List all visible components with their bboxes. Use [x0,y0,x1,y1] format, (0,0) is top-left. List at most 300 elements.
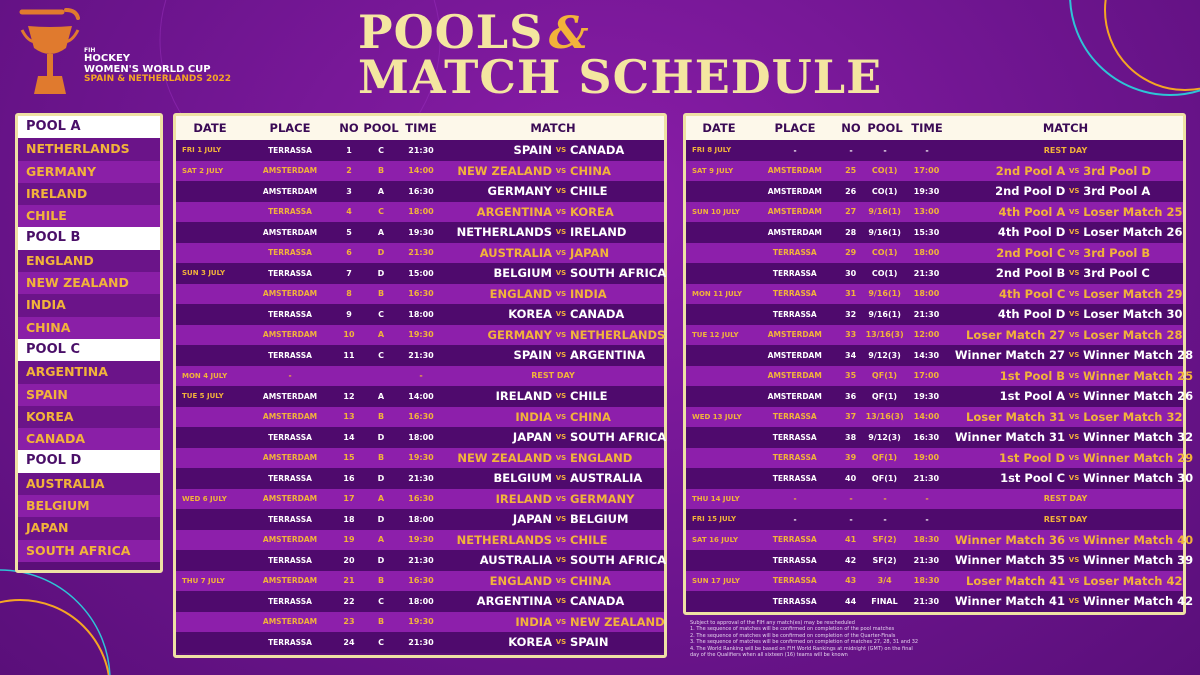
cell-no: 12 [343,391,355,401]
pool-team: JAPAN [18,517,160,539]
cell-no: 37 [845,412,857,422]
cell-date: SAT 2 JULY [182,166,224,175]
footnote-line: 3. The sequence of matches will be confirmed on completion of matches 27, 28, 31 and 32 [690,639,919,646]
table-row [686,489,1183,510]
cell-time: 14:30 [913,350,940,360]
pool-team: INDIA [18,294,160,316]
pool-team: CANADA [18,428,160,450]
header-match: MATCH [530,121,576,135]
cell-home-team: ARGENTINA [476,204,552,219]
cell-home-team: 2nd Pool C [996,245,1066,260]
table-row [176,304,664,325]
pool-team: BELGIUM [18,495,160,517]
cell-date: SUN 17 JULY [692,576,740,585]
cell-no: 36 [845,391,857,401]
cell-vs: VS [1068,556,1080,565]
cell-place: TERRASSA [268,309,312,319]
cell-rest-day: REST DAY [1043,145,1088,155]
cell-away-team: Loser Match 26 [1083,225,1183,240]
brand-line-hockey: HOCKEY [84,53,131,65]
cell-pool: 13/16(3) [865,330,904,340]
cell-home-team: Winner Match 35 [954,553,1066,568]
cell-time: 18:00 [408,514,434,524]
tournament-brand [84,48,231,85]
table-row [176,345,664,366]
table-row [176,243,664,264]
cell-pool: C [378,596,384,606]
cell-pool: A [377,330,385,340]
cell-home-team: KOREA [508,307,552,322]
cell-pool: SF(2) [872,555,897,565]
cell-date: WED 13 JULY [692,412,742,421]
cell-vs: VS [555,515,567,524]
cell-away-team: Loser Match 32 [1083,409,1183,424]
cell-pool: D [377,555,385,565]
cell-away-team: Winner Match 26 [1083,389,1194,404]
cell-away-team: SOUTH AFRICA [570,553,667,568]
cell-date: MON 4 JULY [182,371,228,380]
cell-place: TERRASSA [772,535,817,545]
cell-time: 19:30 [408,535,434,545]
cell-pool: C [378,350,384,360]
cell-no: - [849,145,853,155]
cell-time: 19:30 [408,227,434,237]
cell-home-team: 2nd Pool B [995,266,1066,281]
table-row [686,140,1183,161]
footnote-line: 1. The sequence of matches will be confirmed on completion of the pool matches [690,626,895,633]
cell-pool: CO(1) [871,186,898,196]
cell-away-team: CHINA [570,573,611,588]
cell-home-team: SPAIN [513,143,552,158]
cell-home-team: NETHERLANDS [456,532,552,547]
cell-away-team: 3rd Pool B [1083,245,1151,260]
cell-no: 8 [346,289,352,299]
cell-no: 30 [845,268,857,278]
cell-vs: VS [555,556,567,565]
cell-time: 21:30 [408,473,434,483]
cell-home-team: KOREA [508,635,552,650]
cell-away-team: SOUTH AFRICA [570,266,667,281]
cell-home-team: 2nd Pool D [995,184,1066,199]
cell-no: 18 [343,514,355,524]
table-row [176,202,664,223]
cell-away-team: NEW ZEALAND [570,614,665,629]
table-row [686,345,1194,366]
cell-home-team: 1st Pool A [999,389,1066,404]
cell-place: TERRASSA [268,207,312,217]
cell-vs: VS [555,576,567,585]
cell-vs: VS [1068,535,1080,544]
cell-place: AMSTERDAM [262,330,318,340]
cell-home-team: NEW ZEALAND [457,163,552,178]
cell-place: AMSTERDAM [262,391,318,401]
title-line2: MATCH SCHEDULE [358,50,883,105]
cell-away-team: Winner Match 30 [1083,471,1194,486]
cell-no: 41 [845,535,857,545]
cell-place: - [288,371,292,381]
header-match: MATCH [1042,121,1089,135]
cell-away-team: JAPAN [570,245,610,260]
brand-line-cup: WOMEN'S WORLD CUP [84,63,211,75]
cell-away-team: CHILE [570,184,608,199]
cell-home-team: Winner Match 31 [954,430,1066,445]
cell-vs: VS [555,289,567,298]
cell-place: AMSTERDAM [262,535,318,545]
cell-home-team: BELGIUM [493,266,552,281]
cell-time: 21:30 [913,473,940,483]
pool-team: ARGENTINA [18,361,160,383]
cell-no: 14 [343,432,355,442]
cell-pool: B [377,576,385,586]
cell-time: 21:30 [408,637,434,647]
cell-vs: VS [555,617,567,626]
cell-vs: VS [555,494,567,503]
cell-place: - [793,145,797,155]
cell-place: AMSTERDAM [767,391,822,401]
cell-place: AMSTERDAM [262,412,318,422]
cell-no: 34 [845,350,857,360]
cell-no: 16 [343,473,355,483]
table-row [686,222,1183,243]
cell-no: 15 [343,453,355,463]
cell-vs: VS [555,310,567,319]
cell-date: SUN 10 JULY [692,207,740,216]
cell-vs: VS [555,412,567,421]
cell-away-team: BELGIUM [570,512,629,527]
cell-no: 23 [343,617,355,627]
cell-away-team: CHILE [570,389,608,404]
cell-pool: B [377,166,385,176]
table-row [686,202,1183,223]
cell-pool: CO(1) [871,248,898,258]
cell-vs: VS [1069,310,1080,319]
cell-home-team: JAPAN [512,512,552,527]
cell-date: TUE 5 JULY [182,392,224,401]
table-row [176,222,664,243]
cell-away-team: ARGENTINA [570,348,646,363]
table-row [176,181,664,202]
cell-no: 29 [845,248,857,258]
cell-away-team: Loser Match 28 [1083,327,1183,342]
table-row [176,263,667,284]
cell-pool: D [377,248,385,258]
cell-time: 19:30 [408,453,434,463]
table-row [686,181,1183,202]
header-date: DATE [193,121,227,135]
cell-time: 21:30 [913,268,940,278]
pool-heading: POOL C [18,339,160,361]
cell-away-team: Winner Match 29 [1083,450,1194,465]
schedule-header [686,116,1183,140]
cell-home-team: NEW ZEALAND [457,450,552,465]
cell-vs: VS [1069,576,1080,585]
cell-no: 17 [343,494,355,504]
cell-time: 19:30 [913,186,940,196]
cell-time: 18:30 [913,576,940,586]
cell-place: AMSTERDAM [262,576,318,586]
cell-place: AMSTERDAM [262,227,318,237]
cell-vs: VS [555,228,567,237]
header-no: NO [841,121,861,135]
footnote-line: 4. The World Ranking will be based on FIH World Rankings at midnight (GMT) on the final [690,645,913,652]
cell-away-team: KOREA [570,204,614,219]
table-row [686,509,1183,530]
cell-place: AMSTERDAM [767,330,822,340]
cell-place: TERRASSA [268,473,312,483]
cell-time: 18:00 [408,207,434,217]
table-row [686,263,1183,284]
brand-line-fih: FIH [84,47,96,54]
table-row [176,284,664,305]
cell-no: 25 [845,166,857,176]
cell-time: 13:00 [913,207,940,217]
cell-home-team: 4th Pool C [998,286,1066,301]
table-row [176,509,664,530]
cell-no: 43 [845,576,857,586]
cell-date: TUE 12 JULY [692,330,739,339]
cell-pool: QF(1) [871,473,898,483]
cell-vs: VS [1068,392,1080,401]
cell-pool: QF(1) [871,391,898,401]
cell-time: 21:30 [408,248,434,258]
cell-no: - [849,514,853,524]
table-row [686,161,1183,182]
cell-vs: VS [555,269,567,278]
cell-place: TERRASSA [268,637,312,647]
cell-away-team: NETHERLANDS [570,327,666,342]
cell-time: 16:30 [913,432,940,442]
cell-pool: C [378,145,384,155]
cell-away-team: CANADA [570,594,625,609]
cell-place: TERRASSA [772,473,817,483]
table-row [686,243,1183,264]
pool-heading: POOL D [18,450,160,472]
cell-no: 27 [845,207,857,217]
cell-time: 18:00 [913,248,940,258]
cell-time: 16:30 [408,412,434,422]
cell-no: 1 [346,145,352,155]
cell-home-team: ENGLAND [489,573,552,588]
cell-away-team: Winner Match 32 [1083,430,1194,445]
cell-home-team: Loser Match 31 [966,409,1066,424]
cell-home-team: 1st Pool D [998,450,1066,465]
cell-pool: 9/16(1) [868,207,901,217]
cell-pool: A [377,186,385,196]
cell-vs: VS [555,248,567,257]
schedule-table-left [173,113,667,658]
cell-home-team: 4th Pool D [997,225,1066,240]
pool-heading: POOL B [18,227,160,249]
cell-place: TERRASSA [772,576,817,586]
cell-vs: VS [555,474,567,483]
cell-place: AMSTERDAM [767,166,822,176]
cell-no: 11 [343,350,355,360]
cell-away-team: IRELAND [570,225,627,240]
cell-place: TERRASSA [268,596,312,606]
pool-team: NETHERLANDS [18,138,160,160]
cell-place: TERRASSA [268,432,312,442]
footnotes [690,620,980,658]
cell-vs: VS [1069,330,1080,339]
cell-time: 19:00 [913,453,940,463]
cell-pool: D [377,268,385,278]
cell-no: 4 [346,207,352,217]
table-row [176,612,664,633]
cell-vs: VS [1069,187,1080,196]
cell-place: TERRASSA [772,289,817,299]
cell-vs: VS [555,207,567,216]
cell-time: 17:00 [913,371,940,381]
cell-time: 19:30 [408,330,434,340]
cell-place: AMSTERDAM [262,166,318,176]
cell-pool: B [377,412,385,422]
table-row [686,407,1183,428]
table-row [686,284,1183,305]
cell-place: TERRASSA [772,432,817,442]
table-row [176,325,664,346]
cell-home-team: Loser Match 41 [966,573,1066,588]
cell-no: 39 [845,453,857,463]
cell-time: 18:00 [913,289,940,299]
cell-home-team: BELGIUM [493,471,552,486]
cell-time: 18:00 [408,432,434,442]
cell-home-team: GERMANY [487,327,552,342]
cell-away-team: 3rd Pool C [1083,266,1150,281]
cell-time: 18:30 [913,535,940,545]
pool-team: ENGLAND [18,250,160,272]
cell-pool: - [883,145,887,155]
table-row [686,427,1194,448]
cell-no: 24 [343,637,355,647]
cell-time: 15:00 [408,268,434,278]
pool-heading: POOL A [18,116,160,138]
footnote-line: Subject to approval of the FIH any match(es) may be rescheduled [690,620,855,626]
cell-away-team: SOUTH AFRICA [570,430,667,445]
cell-pool: D [377,514,385,524]
cell-place: TERRASSA [268,145,312,155]
cell-home-team: Winner Match 41 [954,594,1066,609]
cell-no: 38 [845,432,857,442]
pool-team: KOREA [18,406,160,428]
cell-home-team: INDIA [515,614,552,629]
cell-home-team: NETHERLANDS [456,225,552,240]
cell-time: - [925,145,929,155]
header-time: TIME [911,121,943,135]
schedule-header [176,116,664,140]
cell-place: TERRASSA [772,268,817,278]
table-row [686,571,1183,592]
pool-team: SPAIN [18,384,160,406]
cell-time: 16:30 [408,494,434,504]
table-row [686,366,1194,387]
cell-away-team: AUSTRALIA [570,471,643,486]
cell-place: AMSTERDAM [767,186,822,196]
cell-no: 9 [346,309,352,319]
table-row [176,550,667,571]
cell-away-team: CHILE [570,532,608,547]
cell-pool: - [883,514,887,524]
cell-home-team: 1st Pool B [999,368,1066,383]
header-place: PLACE [269,121,311,135]
cell-no: 21 [343,576,355,586]
cell-away-team: Winner Match 28 [1083,348,1194,363]
cell-home-team: Winner Match 36 [954,532,1066,547]
cell-time: 17:00 [913,166,940,176]
cell-place: TERRASSA [772,453,817,463]
cell-time: - [925,494,929,504]
table-row [176,489,664,510]
cell-home-team: ARGENTINA [476,594,552,609]
cell-time: - [925,514,929,524]
table-row [176,427,667,448]
cell-no: 7 [346,268,352,278]
cell-home-team: 4th Pool A [998,204,1066,219]
cell-pool: 13/16(3) [865,412,904,422]
cell-time: 18:00 [408,596,434,606]
cell-no: 28 [845,227,857,237]
cell-vs: VS [1068,351,1080,360]
cell-no: 32 [845,309,857,319]
cell-place: - [793,494,797,504]
cell-place: AMSTERDAM [767,371,822,381]
table-row [176,386,664,407]
cell-away-team: CHINA [570,409,611,424]
cell-vs: VS [555,453,567,462]
title-ampersand: & [548,8,589,59]
cell-away-team: Winner Match 25 [1083,368,1194,383]
pool-team: SOUTH AFRICA [18,540,160,562]
cell-pool: A [377,391,385,401]
cell-date: FRI 8 JULY [692,146,732,155]
cell-pool: A [377,494,385,504]
table-row [686,386,1194,407]
cell-time: 19:30 [913,391,940,401]
cell-date: WED 6 JULY [182,494,227,503]
cell-pool: SF(2) [872,535,897,545]
cell-vs: VS [555,638,567,647]
cell-vs: VS [555,597,567,606]
table-row [176,366,664,387]
cell-pool: CO(1) [871,166,898,176]
cell-pool: D [377,432,385,442]
cell-place: AMSTERDAM [262,494,318,504]
cell-away-team: ENGLAND [570,450,633,465]
cell-no: 20 [343,555,355,565]
table-row [686,304,1183,325]
cell-pool: CO(1) [871,268,898,278]
table-row [176,468,664,489]
header-time: TIME [405,121,437,135]
cell-no: 26 [845,186,857,196]
table-row [686,530,1194,551]
cell-pool: B [377,289,385,299]
cell-pool: B [377,453,385,463]
cell-vs: VS [1069,412,1080,421]
cell-place: TERRASSA [772,412,817,422]
cell-vs: VS [1069,289,1080,298]
cell-time: 14:00 [408,391,434,401]
cell-vs: VS [555,187,567,196]
cell-vs: VS [555,433,567,442]
cell-place: TERRASSA [268,350,312,360]
cell-no: - [849,494,853,504]
cell-time: 12:00 [913,330,940,340]
cell-vs: VS [1069,248,1080,257]
cell-time: 14:00 [913,412,940,422]
cell-pool: QF(1) [871,453,898,463]
cell-time: 21:30 [913,596,940,606]
cell-time: 14:00 [408,166,434,176]
